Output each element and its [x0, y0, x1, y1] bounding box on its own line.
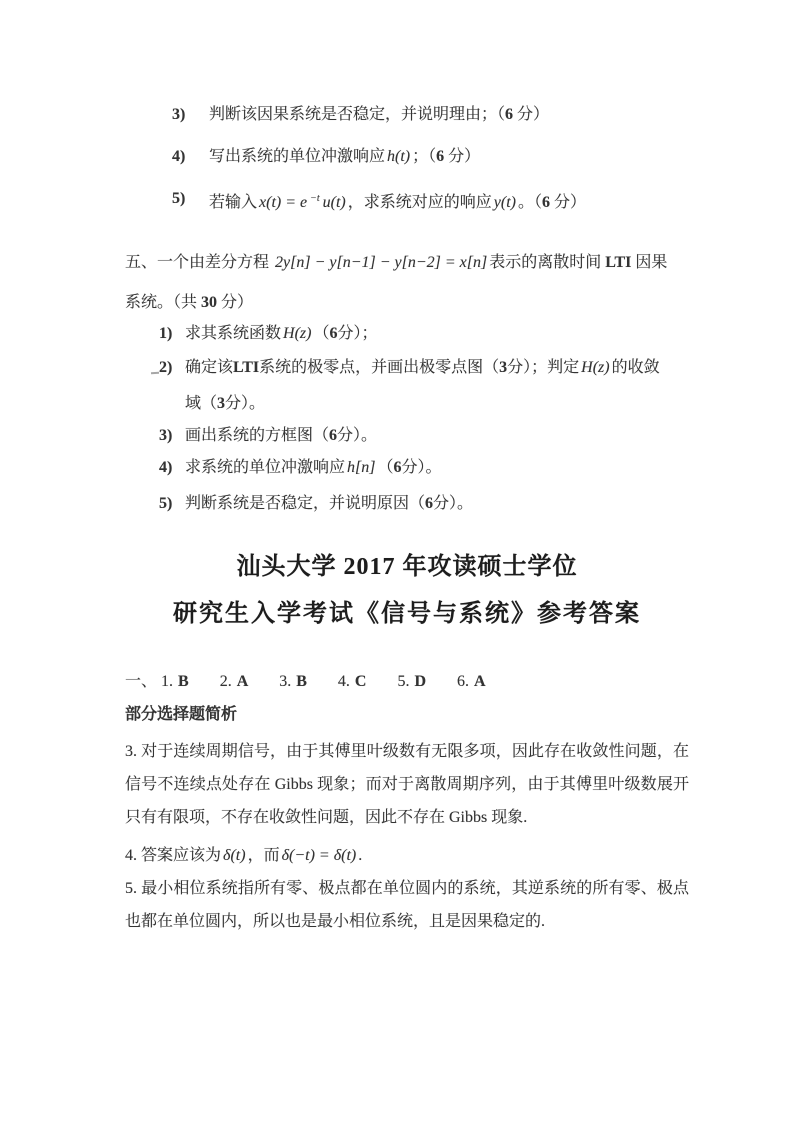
answer-letter: C — [354, 673, 367, 690]
answer-entry — [161, 669, 189, 695]
question-five-items — [159, 322, 689, 516]
question-four-items — [172, 103, 689, 215]
question-item — [159, 356, 689, 416]
item-number: 4) — [172, 148, 186, 165]
heading-line: 系统。（共 30 分） — [125, 294, 254, 311]
item-text: 判断系统是否稳定，并说明原因（6分）。 — [185, 495, 474, 512]
question-item — [172, 103, 689, 127]
item-number: 1) — [159, 325, 173, 342]
item-number: 2) — [159, 359, 173, 376]
analysis-paragraph: 4. 答案应该为 δ(t) ，而 δ(−t) = δ(t) . — [125, 847, 363, 864]
answer-number: 6. — [457, 673, 470, 690]
answer-letter: B — [178, 673, 189, 690]
question-item — [159, 424, 689, 448]
analysis-paragraph: 3. 对于连续周期信号，由于其傅里叶级数有无限多项，因此存在收敛性问题，在信号不连续点处存在 Gibbs 现象；而对于离散周期序列，由于其傅里叶级数展开只有有限项，不存在收敛性问题，因此不存在 Gibbs 现象. — [125, 743, 689, 826]
question-item — [172, 187, 689, 215]
answer-key-title — [125, 552, 689, 629]
item-text: 求系统的单位冲激响应 h[n] （6分）。 — [185, 459, 442, 476]
heading-line: 五、一个由差分方程 2y[n] − y[n−1] − y[n−2] = x[n] 表示的离散时间 LTI 因果 — [125, 254, 668, 271]
answer-letter: D — [414, 673, 427, 690]
analysis-subheading: 部分选择题简析 — [125, 706, 238, 723]
answer-number: 5. — [397, 673, 410, 690]
answer-letter: B — [296, 673, 307, 690]
question-item — [159, 322, 689, 346]
answer-letter: A — [474, 673, 486, 690]
item-number: 5) — [172, 190, 186, 207]
question-item — [159, 492, 689, 516]
answer-entry — [279, 669, 307, 695]
item-text: 求其系统函数 H(z) （6分）； — [185, 325, 378, 342]
answer-entry — [457, 669, 486, 695]
page-content — [125, 103, 689, 938]
answer-entry — [338, 669, 367, 695]
question-five-heading — [125, 251, 689, 315]
item-text-line: 确定该LTI系统的极零点，并画出极零点图（3分）；判定 H(z) 的收敛 — [185, 359, 660, 376]
title-line-2: 研究生入学考试《信号与系统》参考答案 — [173, 601, 641, 627]
question-item — [172, 145, 689, 169]
answer-number: 2. — [219, 673, 232, 690]
answers-prefix: 一、 — [125, 673, 158, 690]
item-text: 画出系统的方框图（6分）。 — [185, 427, 378, 444]
item-number: 3) — [172, 106, 186, 123]
item-text — [185, 356, 689, 416]
item-text-line: 域（3分）。 — [185, 395, 266, 412]
answer-number: 4. — [337, 673, 350, 690]
question-item — [159, 456, 689, 480]
multiple-choice-answers — [125, 669, 689, 695]
item-number: 3) — [159, 427, 173, 444]
item-text: 判断该因果系统是否稳定，并说明理由；（6 分） — [209, 106, 550, 123]
item-number: 5) — [159, 495, 173, 512]
analysis-paragraph: 5. 最小相位系统指所有零、极点都在单位圆内的系统，其逆系统的所有零、极点也都在单位圆内，所以也是最小相位系统，且是因果稳定的. — [125, 880, 689, 930]
answer-number: 3. — [279, 673, 292, 690]
title-line-1: 汕头大学 2017 年攻读硕士学位 — [236, 554, 578, 580]
answer-letter: A — [236, 673, 249, 690]
item-text: 写出系统的单位冲激响应 h(t) ；（6 分） — [209, 148, 481, 165]
answer-entry — [397, 669, 426, 695]
answer-entry — [220, 669, 249, 695]
item-number: 4) — [159, 459, 173, 476]
item-text: 若输入 x(t) = e $^{-t}$ u(t) ，求系统对应的响应 y(t) 。（6 分） — [209, 193, 587, 211]
answer-number: 1. — [161, 673, 174, 690]
